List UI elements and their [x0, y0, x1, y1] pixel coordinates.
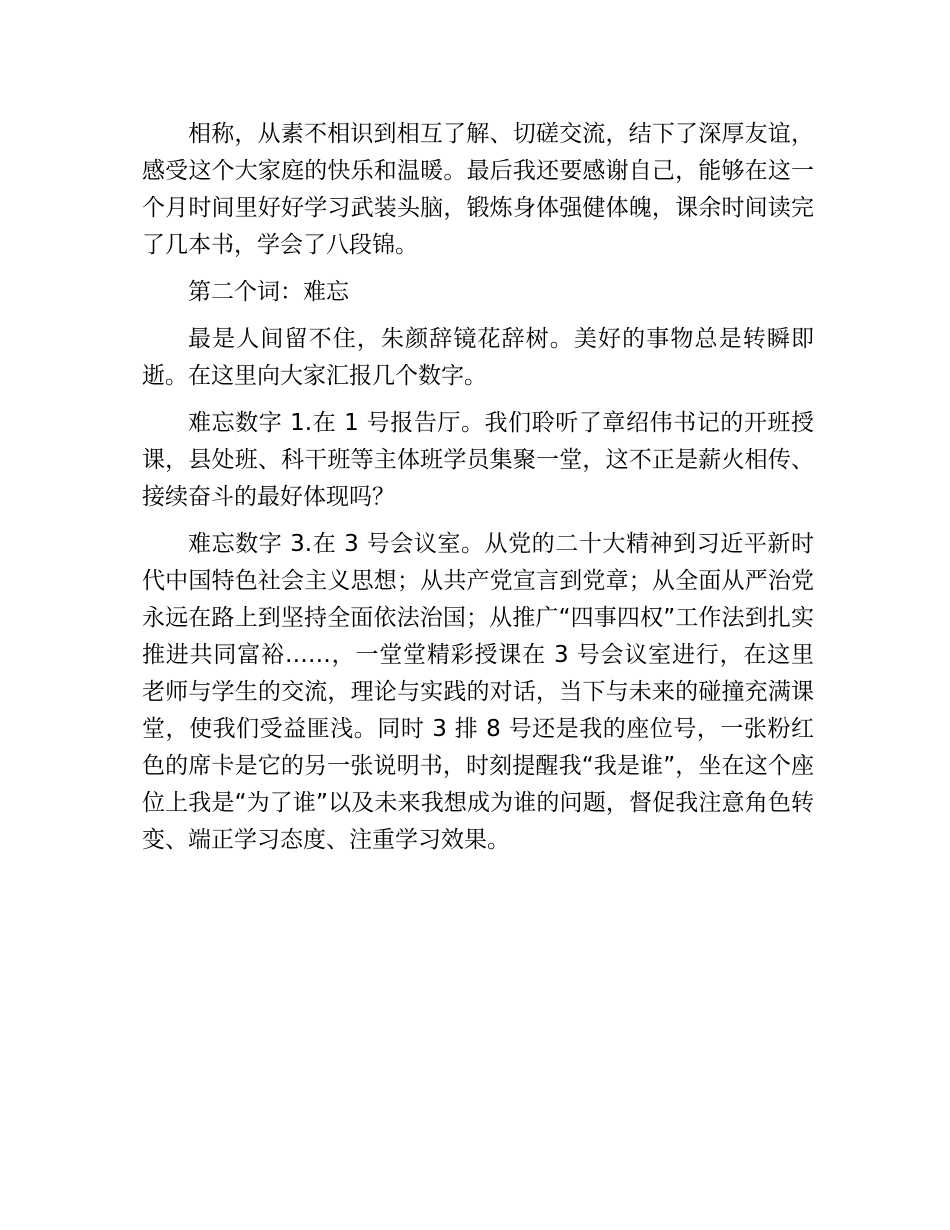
paragraph-continuation: 相称，从素不相识到相互了解、切磋交流，结下了深厚友谊，感受这个大家庭的快乐和温暖。最后我还要感谢自己，能够在这一个月时间里好好学习武装头脑，锻炼身体强健体魄，课余时间读完了几本书，学会了八段锦。 [142, 121, 814, 258]
document-body [142, 116, 814, 869]
paragraph-number-3: 难忘数字 3.在 3 号会议室。从党的二十大精神到习近平新时代中国特色社会主义思想；从共产党宣言到党章；从全面从严治党永远在路上到坚持全面依法治国；从推广“四事四权”工作法到扎实推进共同富裕……，一堂堂精彩授课在 3 号会议室进行，在这里老师与学生的交流，理论与实践的对话，当下与未来的碰撞充满课堂，使我们受益匪浅。同时 3 排 8 号还是我的座位号，一张粉红色的席卡是它的另一张说明书，时刻提醒我“我是谁”，坐在这个座位上我是“为了谁”以及未来我想成为谁的问题，督促我注意角色转变、端正学习态度、注重学习效果。 [142, 531, 814, 853]
paragraph-intro: 最是人间留不住，朱颜辞镜花辞树。美好的事物总是转瞬即逝。在这里向大家汇报几个数字。 [142, 326, 814, 389]
paragraph-number-1: 难忘数字 1.在 1 号报告厅。我们聆听了章绍伟书记的开班授课，县处班、科干班等主体班学员集聚一堂，这不正是薪火相传、接续奋斗的最好体现吗？ [142, 410, 814, 510]
section-heading-difficult-to-forget: 第二个词：难忘 [188, 279, 349, 305]
